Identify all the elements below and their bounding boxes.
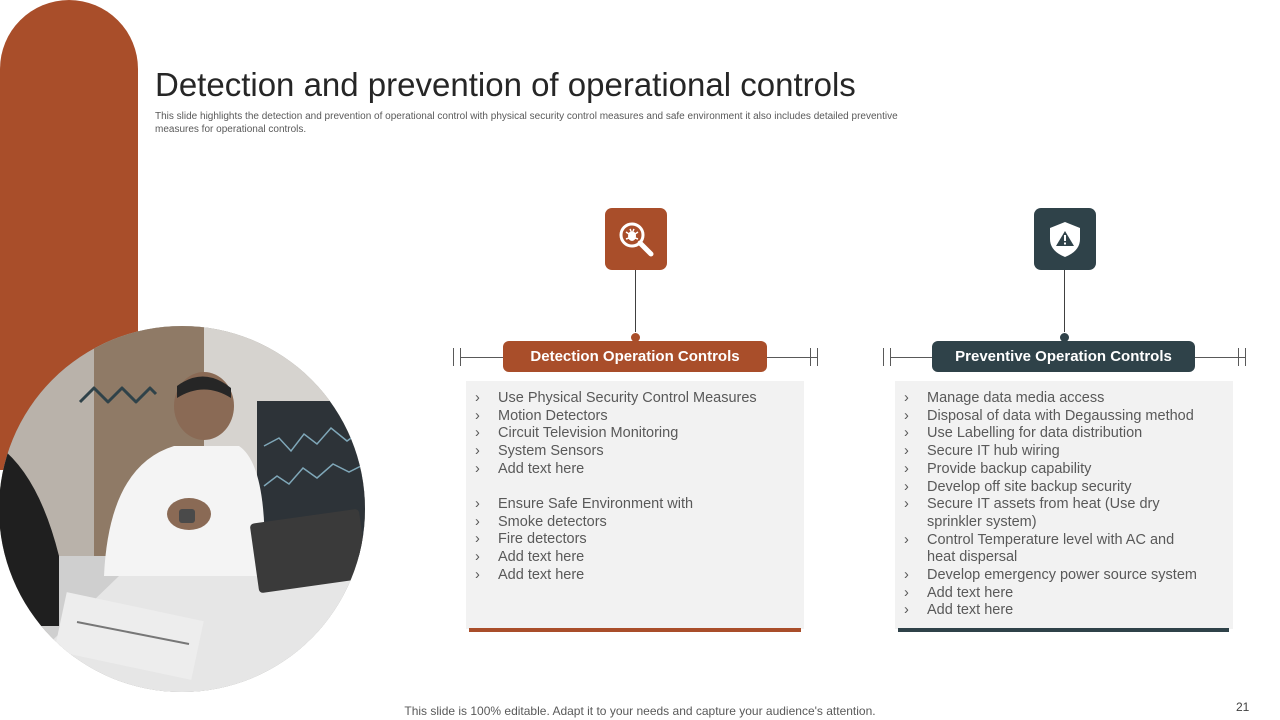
list-item: › Motion Detectors (466, 408, 804, 426)
detection-heading-pill: Detection Operation Controls (503, 341, 767, 372)
list-item: › Circuit Television Monitoring (466, 425, 804, 443)
page-subtitle: This slide highlights the detection and prevention of operational control with physical security control measures and safe environment it also includes detailed preventive measures for operational controls. (155, 111, 898, 135)
prevention-right-tick-outer (1245, 348, 1246, 366)
prevention-left-tick-outer (883, 348, 884, 366)
list-item: › Control Temperature level with AC and heat dispersal (895, 532, 1233, 567)
detection-card (466, 381, 804, 629)
business-meeting-photo (0, 326, 365, 692)
list-item: › System Sensors (466, 443, 804, 461)
footer-note (0, 704, 1280, 718)
list-item: › Ensure Safe Environment with (466, 496, 804, 514)
prevention-connector-line (1064, 270, 1065, 333)
prevention-list (895, 390, 1233, 620)
prevention-right-tick-inner (1238, 348, 1239, 366)
detection-icon-box (605, 208, 667, 270)
list-item: › Add text here (466, 549, 804, 567)
prevention-heading-pill: Preventive Operation Controls (932, 341, 1195, 372)
detection-right-tick-inner (810, 348, 811, 366)
list-item: › Add text here (466, 567, 804, 585)
zigzag-decoration (78, 384, 158, 406)
detection-list (466, 390, 804, 585)
shield-warning-icon (1046, 219, 1084, 259)
list-item: › Develop emergency power source system (895, 567, 1233, 585)
list-item: › Add text here (466, 461, 804, 479)
list-item: › Manage data media access (895, 390, 1233, 408)
list-item: › Use Labelling for data distribution (895, 425, 1233, 443)
footer-text: This slide is 100% editable. Adapt it to your needs and capture your audience's attention. (404, 704, 876, 718)
detection-connector-line (635, 270, 636, 333)
page-number: 21 (1236, 700, 1250, 714)
list-item: › Provide backup capability (895, 461, 1233, 479)
detection-left-tick-outer (453, 348, 454, 366)
list-item: › Add text here (895, 585, 1233, 603)
prevention-card (895, 381, 1233, 629)
list-item: › Fire detectors (466, 531, 804, 549)
list-item: › Smoke detectors (466, 514, 804, 532)
list-item: › Secure IT hub wiring (895, 443, 1233, 461)
prevention-card-underline (898, 628, 1229, 632)
page-title: Detection and prevention of operational controls (155, 66, 856, 103)
magnifier-bug-icon (616, 219, 656, 259)
list-item: › Disposal of data with Degaussing method (895, 408, 1233, 426)
list-item: › Secure IT assets from heat (Use dry sprinkler system) (895, 496, 1233, 531)
prevention-icon-box (1034, 208, 1096, 270)
list-item: › Use Physical Security Control Measures (466, 390, 804, 408)
list-item: › Develop off site backup security (895, 479, 1233, 497)
photo-illustration (0, 326, 365, 692)
detection-right-tick-outer (817, 348, 818, 366)
list-item: › Add text here (895, 602, 1233, 620)
detection-card-underline (469, 628, 801, 632)
